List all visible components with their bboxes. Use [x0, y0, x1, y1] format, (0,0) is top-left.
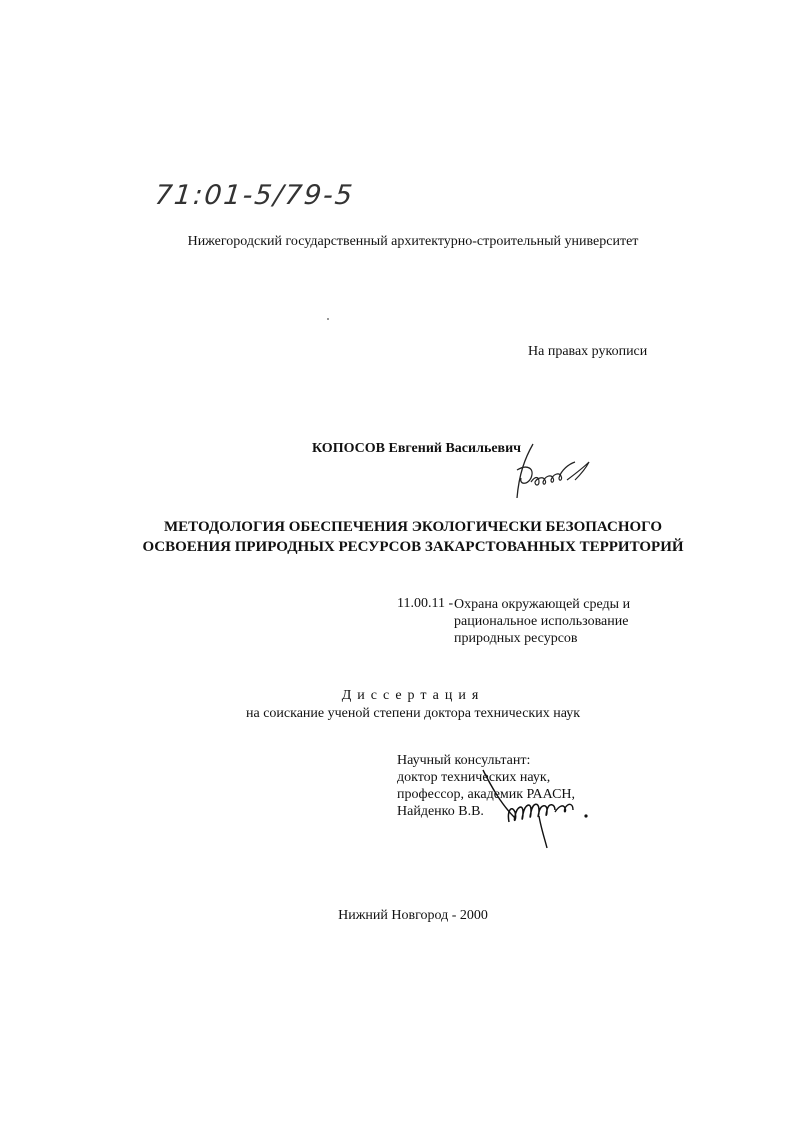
consultant-line-2: доктор технических наук, [397, 770, 551, 785]
degree-line: на соискание ученой степени доктора технических наук [245, 706, 581, 721]
manuscript-note: На правах рукописи [528, 344, 648, 359]
city-year: Нижний Новгород - 2000 [338, 908, 488, 923]
specialty-line-2: рациональное использование [454, 614, 629, 629]
university-name: Нижегородский государственный архитектурно-строительный университет [187, 234, 639, 249]
title-line-2: ОСВОЕНИЯ ПРИРОДНЫХ РЕСУРСОВ ЗАКАРСТОВАННЫХ ТЕРРИТОРИЙ [142, 539, 684, 555]
author-signature [505, 440, 600, 505]
consultant-line-3: профессор, академик РААСН, [397, 787, 576, 802]
scan-speck [327, 318, 329, 320]
specialty-line-3: природных ресурсов [454, 631, 578, 646]
dissertation-title [0, 517, 795, 557]
specialty-name [454, 596, 630, 647]
consultant-signature [455, 760, 595, 855]
catalog-number: 71:01-5/79-5 [153, 180, 356, 211]
consultant-line-1: Научный консультант: [397, 753, 531, 768]
title-line-1: МЕТОДОЛОГИЯ ОБЕСПЕЧЕНИЯ ЭКОЛОГИЧЕСКИ БЕЗОПАСНОГО [163, 519, 663, 535]
specialty-code: 11.00.11 - [397, 596, 454, 611]
consultant-line-4: Найденко В.В. [397, 804, 484, 819]
specialty-line-1: Охрана окружающей среды и [454, 597, 631, 612]
dissertation-label: Диссертация [341, 688, 485, 703]
author-name: КОПОСОВ Евгений Васильевич [312, 441, 522, 456]
